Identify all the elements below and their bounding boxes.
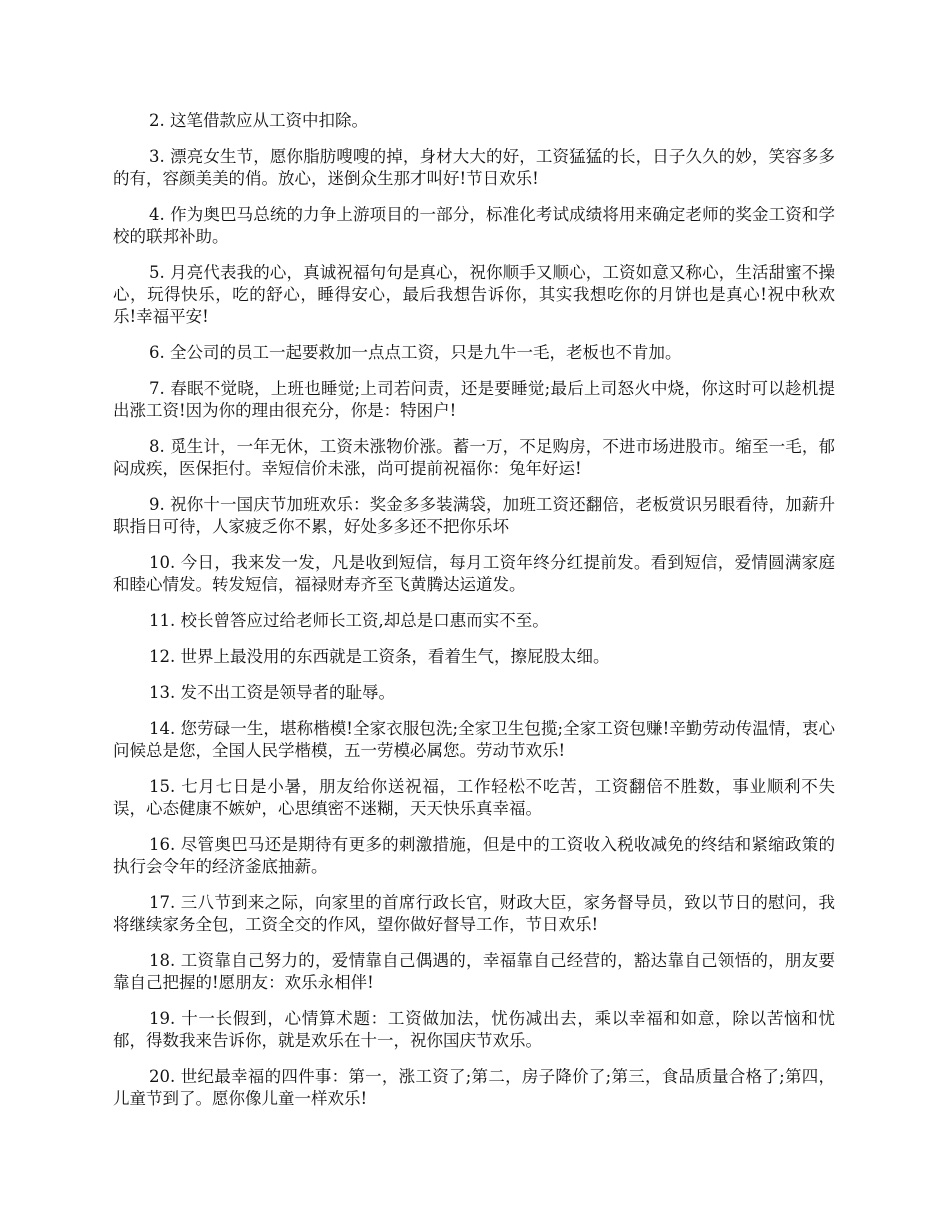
document-body bbox=[113, 110, 835, 1124]
paragraph-4: 4. 作为奥巴马总统的力争上游项目的一部分，标准化考试成绩将用来确定老师的奖金工资和学校的联邦补助。 bbox=[113, 205, 835, 246]
paragraph-10: 10. 今日，我来发一发，凡是收到短信，每月工资年终分红提前发。看到短信，爱情圆满家庭和睦心情发。转发短信，福禄财寿齐至飞黄腾达运道发。 bbox=[113, 553, 835, 594]
paragraph-20: 20. 世纪最幸福的四件事：第一，涨工资了;第二，房子降价了;第三，食品质量合格了;第四，儿童节到了。愿你像儿童一样欢乐! bbox=[113, 1067, 835, 1108]
paragraph-13: 13. 发不出工资是领导者的耻辱。 bbox=[149, 683, 395, 702]
paragraph-11: 11. 校长曾答应过给老师长工资,却总是口惠而实不至。 bbox=[149, 611, 549, 630]
paragraph-14: 14. 您劳碌一生，堪称楷模!全家衣服包洗;全家卫生包揽;全家工资包赚!辛勤劳动传温情，衷心问候总是您，全国人民学楷模，五一劳模必属您。劳动节欢乐! bbox=[113, 719, 835, 760]
paragraph-7: 7. 春眠不觉晓，上班也睡觉;上司若问责，还是要睡觉;最后上司怒火中烧，你这时可以趁机提出涨工资!因为你的理由很充分，你是：特困户! bbox=[113, 379, 835, 420]
paragraph-15: 15. 七月七日是小暑，朋友给你送祝福，工作轻松不吃苦，工资翻倍不胜数，事业顺利不失误，心态健康不嫉妒，心思缜密不迷糊，天天快乐真幸福。 bbox=[113, 777, 835, 818]
paragraph-16: 16. 尽管奥巴马还是期待有更多的刺激措施，但是中的工资收入税收减免的终结和紧缩政策的执行会令年的经济釜底抽薪。 bbox=[113, 835, 835, 876]
paragraph-18: 18. 工资靠自己努力的，爱情靠自己偶遇的，幸福靠自己经营的，豁达靠自己领悟的，朋友要靠自己把握的!愿朋友：欢乐永相伴! bbox=[113, 951, 835, 992]
paragraph-3: 3. 漂亮女生节，愿你脂肪嗖嗖的掉，身材大大的好，工资猛猛的长，日子久久的妙，笑容多多的有，容颜美美的俏。放心，迷倒众生那才叫好!节日欢乐! bbox=[113, 147, 835, 188]
paragraph-2: 2. 这笔借款应从工资中扣除。 bbox=[149, 111, 368, 130]
paragraph-17: 17. 三八节到来之际，向家里的首席行政长官，财政大臣，家务督导员，致以节日的慰问，我将继续家务全包，工资全交的作风，望你做好督导工作，节日欢乐! bbox=[113, 893, 835, 934]
paragraph-6: 6. 全公司的员工一起要救加一点点工资，只是九牛一毛，老板也不肯加。 bbox=[149, 343, 682, 362]
paragraph-19: 19. 十一长假到，心情算术题：工资做加法，忧伤减出去，乘以幸福和如意，除以苦恼和忧郁，得数我来告诉你，就是欢乐在十一，祝你国庆节欢乐。 bbox=[113, 1009, 835, 1050]
paragraph-8: 8. 觅生计，一年无休，工资未涨物价涨。蓄一万，不足购房，不进市场进股市。缩至一毛，郁闷成疾，医保拒付。幸短信价未涨，尚可提前祝福你：兔年好运! bbox=[113, 437, 835, 478]
paragraph-12: 12. 世界上最没用的东西就是工资条，看着生气，擦屁股太细。 bbox=[149, 647, 610, 666]
paragraph-5: 5. 月亮代表我的心，真诚祝福句句是真心，祝你顺手又顺心，工资如意又称心，生活甜蜜不操心，玩得快乐，吃的舒心，睡得安心，最后我想告诉你，其实我想吃你的月饼也是真心!祝中秋欢乐!幸福平安! bbox=[113, 263, 835, 326]
paragraph-9: 9. 祝你十一国庆节加班欢乐：奖金多多装满袋，加班工资还翻倍，老板赏识另眼看待，加薪升职指日可待，人家疲乏你不累，好处多多还不把你乐坏 bbox=[113, 495, 835, 536]
